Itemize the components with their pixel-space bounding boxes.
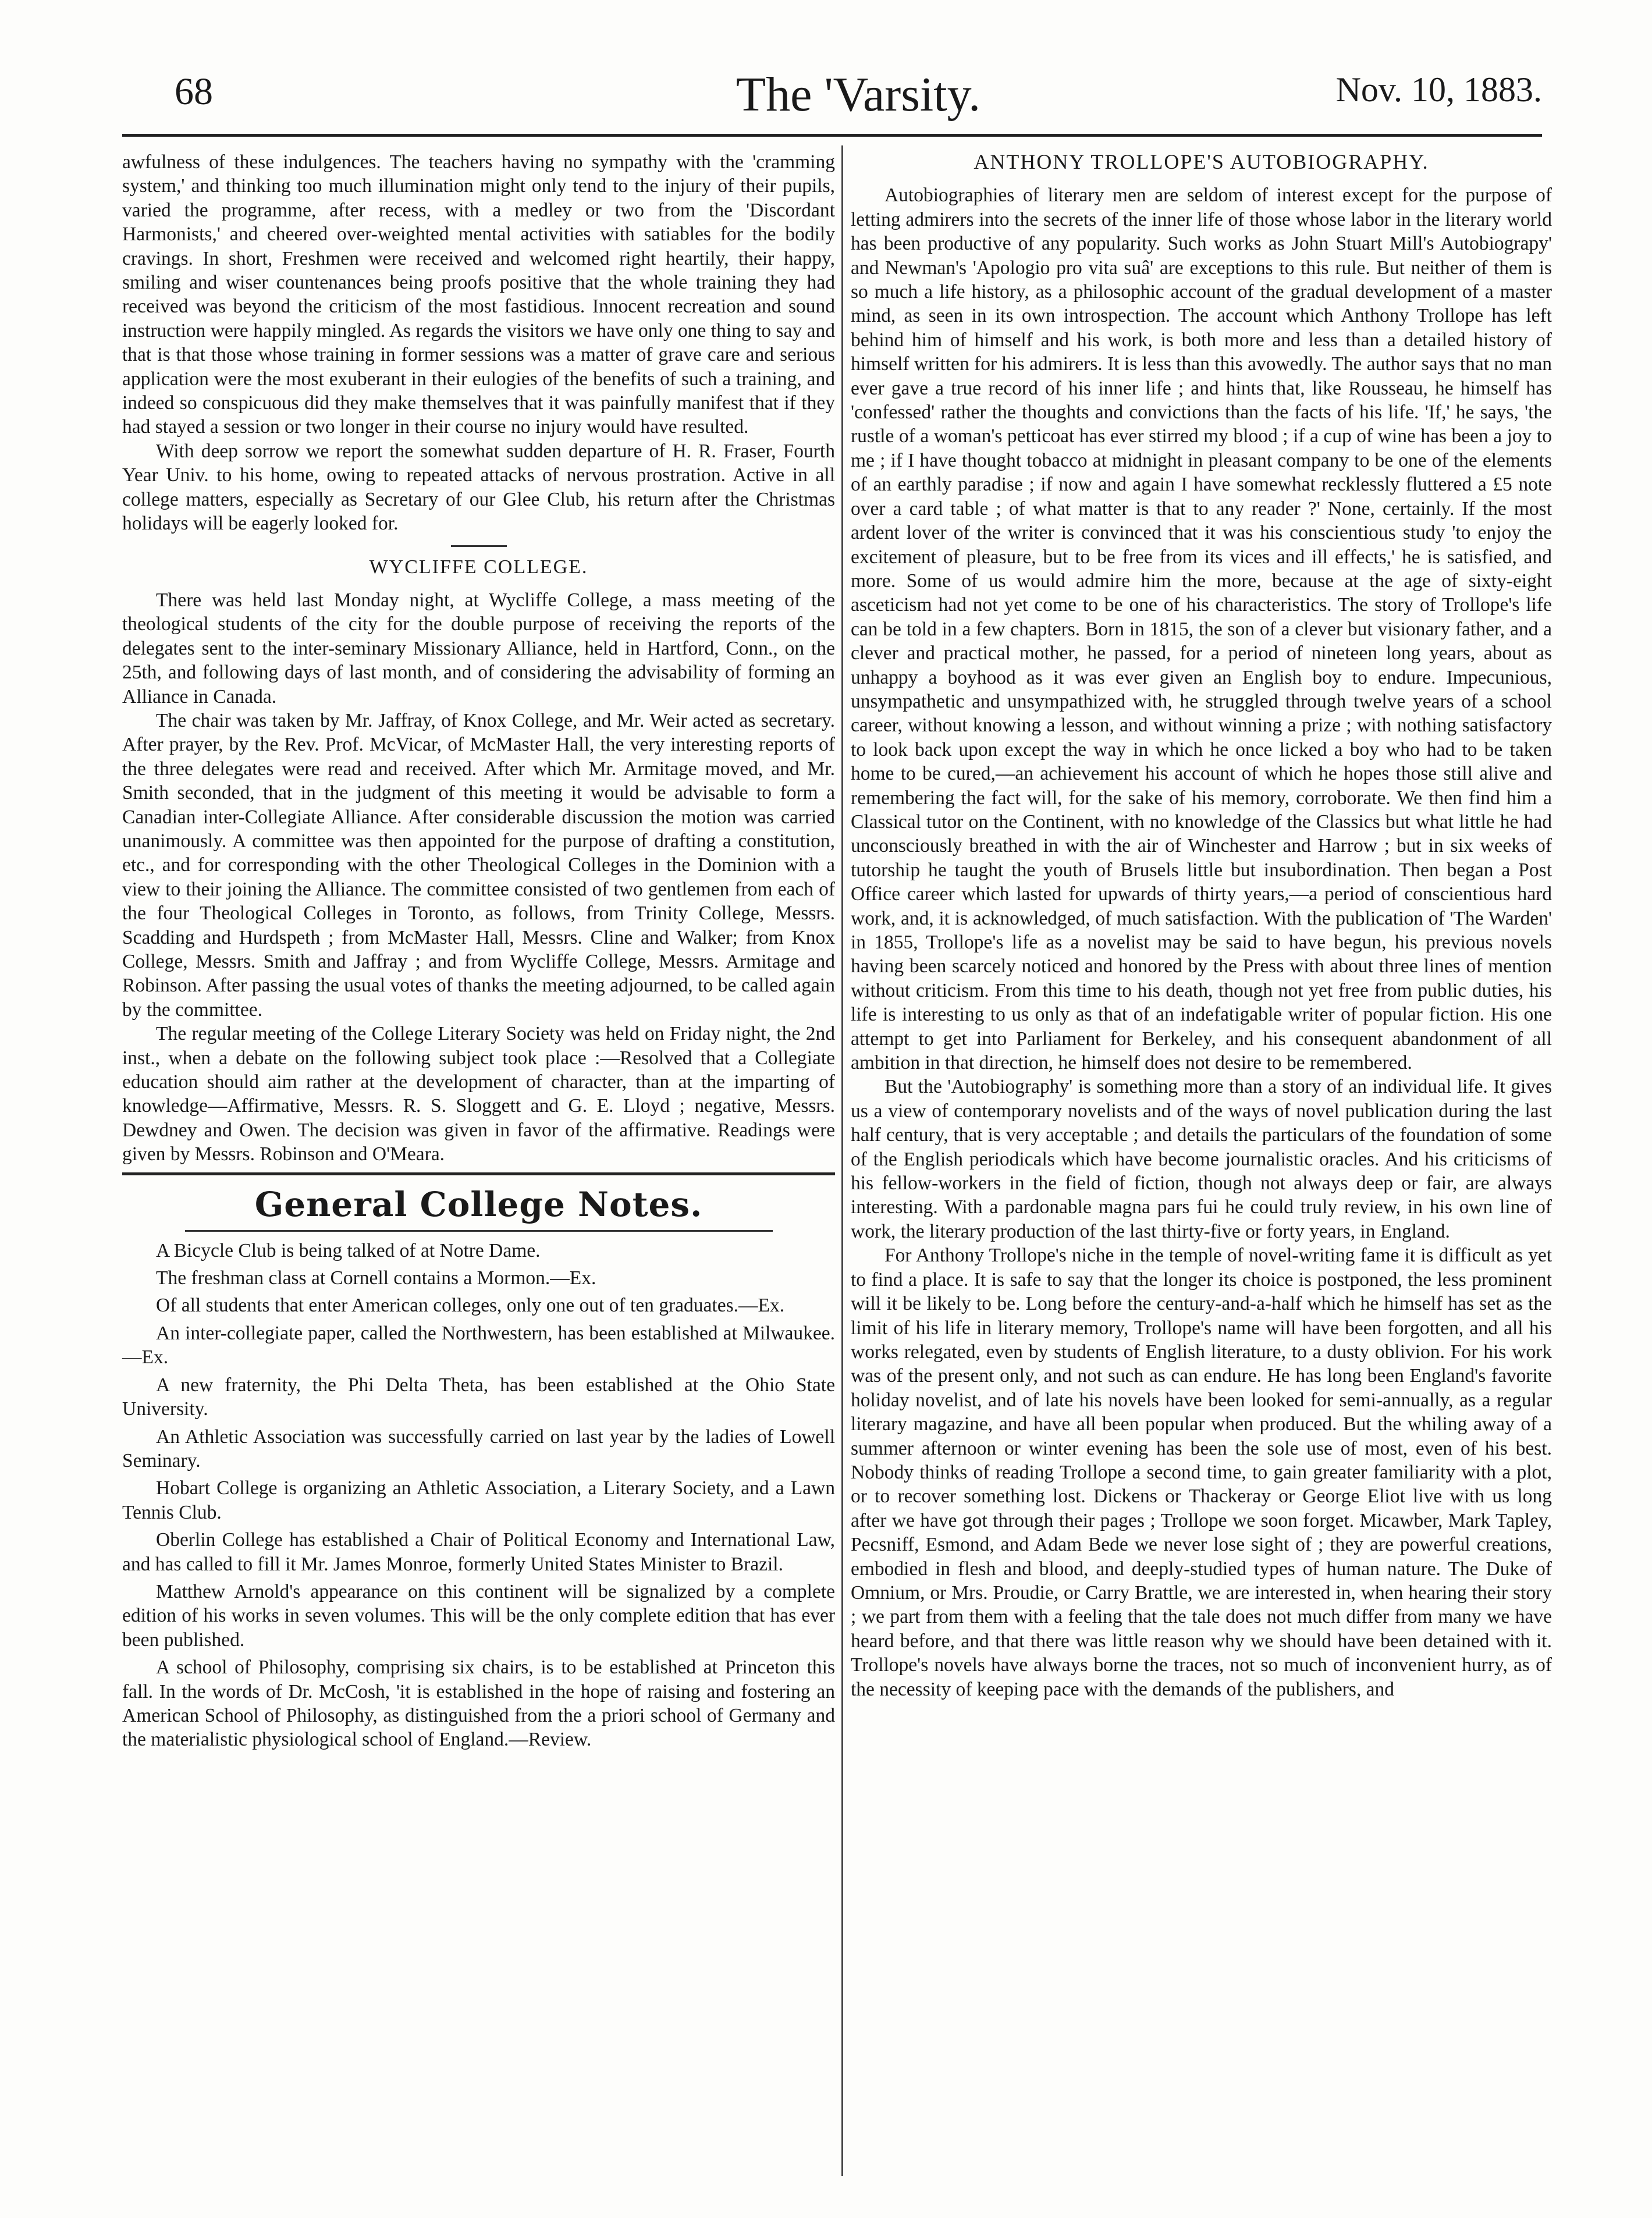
- right-column: [851, 150, 1552, 1701]
- article-paragraph: For Anthony Trollope's niche in the temple of novel-writing fame it is difficult as yet to find a place. It is safe to say that the longer its choice is postponed, the less prominent will it be likely to be. Long before the century-and-a-half which he himself has set as the limit of his life in literary memory, Trollope's name will have been forgotten, and all his works relegated, even by students of English literature, to a dusty oblivion. For his work was of the present only, and not such as can endure. He has long been England's favorite holiday novelist, and of late his novels have been looked for semi-annually, as a regular literary magazine, and have all been popular when produced. But the whiling away of a summer afternoon or winter evening has been the sole use of most, even of his best. Nobody thinks of reading Trollope a second time, to gain greater familiarity with a plot, or to recover something lost. Dickens or Thackeray or George Eliot live with us long after we have got through their pages ; Trollope we soon forget. Micawber, Mark Tapley, Pecsniff, Esmond, and Adam Bede we never lose sight of ; they are powerful creations, embodied in flesh and blood, and deeply-studied types of human nature. The Duke of Omnium, or Mrs. Proudie, or Carry Brattle, we are interested in, when hearing their story ; we part from them with a feeling that the tale does not much differ from many we have heard before, and that there was little reason why we should have been detained with it. Trollope's novels have always borne the traces, not so much of inconvenient hurry, as of the necessity of keeping pace with the demands of the publishers, and: [851, 1245, 1552, 1700]
- title-underline: [185, 1230, 773, 1232]
- college-notes-list: [122, 1239, 835, 1752]
- section-divider: [451, 545, 507, 547]
- college-note: An Athletic Association was successfully carried on last year by the ladies of Lowell Seminary.: [122, 1426, 835, 1471]
- wycliffe-college-heading: WYCLIFFE COLLEGE.: [369, 556, 588, 578]
- college-note: A school of Philosophy, comprising six chairs, is to be established at Princeton this fall. In the words of Dr. McCosh, 'it is established in the hope of raising and fostering an American School of Philosophy, as distinguished from the a priori school of Germany and the materialistic physiological school of England.—Review.: [122, 1657, 835, 1751]
- college-note: A new fraternity, the Phi Delta Theta, has been established at the Ohio State University.: [122, 1374, 835, 1420]
- masthead-title: The 'Varsity.: [736, 67, 981, 122]
- article-paragraph: awfulness of these indulgences. The teachers having no sympathy with the 'cramming system,' and thinking too much illumination might only tend to the injury of their pupils, varied the programme, after recess, with a medley or two from the 'Discordant Harmonists,' and cheered over-weighted mental activities with satiables for the bodily cravings. In short, Freshmen were received and welcomed right heartily, their happy, smiling and wiser countenances being proofs positive that the whole training they had received was beyond the criticism of the most fastidious. Innocent recreation and sound instruction were happily mingled. As regards the visitors we have only one thing to say and that is that those whose training in former sessions was a matter of grave care and serious application were the most exuberant in their eulogies of the benefits of such a training, and indeed so conspicuous did they make themselves that it was painfully manifest that if they had stayed a session or two longer in their course no injury would have resulted.: [122, 151, 835, 438]
- page-number: 68: [175, 70, 213, 113]
- article-paragraph: Autobiographies of literary men are seldom of interest except for the purpose of letting admirers into the secrets of the inner life of those whose labor in the literary world has been productive of any popularity. Such works as John Stuart Mill's Autobiograpy' and Newman's 'Apologio pro vita suâ' are exceptions to this rule. But neither of them is so much a life history, as a philosophic account of the gradual development of a master mind, as seen in its own introspection. The account which Anthony Trollope has left behind him of himself and his work, is both more and less than a detailed history of himself written for his admirers. It is less than this avowedly. The author says that no man ever gave a true record of his inner life ; and hints that, like Rousseau, he himself has 'confessed' rather the thoughts and convictions than the facts of his life. 'If,' he says, 'the rustle of a woman's petticoat has ever stirred my blood ; if a cup of wine has been a joy to me ; if I have thought tobacco at midnight in pleasant company to be one of the elements of an earthly paradise ; if now and again I have somewhat recklessly fluttered a £5 note over a card table ; of what matter is that to any reader ?' None, certainly. If the most ardent lover of the writer is convinced that it was his conscientious study 'to enjoy the excitement of pleasure, but to be free from its vices and ill effects,' he is satisfied, and more. Some of us would admire him the more, because at the age of sixty-eight asceticism had not yet come to be one of his characteristics. The story of Trollope's life can be told in a few chapters. Born in 1815, the son of a clever but visionary father, and a clever and practical mother, he passed, for a period of nineteen long years, about as unhappy a boyhood as it was ever given an English boy to endure. Impecunious, unsympathetic and unsympathized with, he struggled through twelve years of a school career, without knowing a lesson, and without winning a prize ; with nothing satisfactory to look back upon except the way in which he once licked a boy who had to be taken home to be cured,—an achievement his account of which he hopes those still alive and remembering the fact will, for the sake of his memory, corroborate. We then find him a Classical tutor on the Continent, with no knowledge of the Classics but what little he had unconsciously breathed in with the air of Winchester and Harrow ; but in six weeks of tutorship he taught the youth of Brusels little but insubordination. Then began a Post Office career which lasted for upwards of thirty years,—a period of conscientious hard work, and, it is acknowledged, of much satisfaction. With the publication of 'The Warden' in 1855, Trollope's life as a novelist may be said to have begun, his previous novels having been scarcely noticed and honored by the Press with about three lines of mention without criticism. From this time to his death, though not yet free from public duties, his life is interesting to us only as that of an indefatigable writer of popular fiction. His one attempt to get into Parliament for Berkeley, and his consequent abandonment of all ambition in that direction, he himself does not desire to be remembered.: [851, 184, 1552, 1074]
- college-note: Oberlin College has established a Chair of Political Economy and International Law, and has called to fill it Mr. James Monroe, formerly United States Minister to Brazil.: [122, 1529, 835, 1575]
- general-college-notes-title: General College Notes.: [254, 1184, 703, 1224]
- college-note: An inter-collegiate paper, called the Northwestern, has been established at Milwaukee.—Ex.: [122, 1322, 835, 1369]
- article-paragraph: But the 'Autobiography' is something more than a story of an individual life. It gives us a view of contemporary novelists and of the ways of novel publication during the last half century, that is very acceptable ; and details the particulars of the foundation of some of the English periodicals which have become journalistic oracles. And his criticisms of his fellow-workers in the field of fiction, though not always deep or fair, are always interesting. With a pardonable magna pars fui he could truly review, in his own line of work, the literary production of the last thirty-five or forty years, in England.: [851, 1076, 1552, 1242]
- left-column: [122, 150, 835, 1755]
- article-paragraph: There was held last Monday night, at Wycliffe College, a mass meeting of the theological students of the city for the double purpose of receiving the reports of the delegates sent to the inter-seminary Missionary Alliance, held in Hartford, Conn., on the 25th, and following days of last month, and of considering the advisability of forming an Alliance in Canada.: [122, 589, 835, 708]
- article-paragraph: The regular meeting of the College Literary Society was held on Friday night, the 2nd inst., when a debate on the following subject took place :—Resolved that a Collegiate education should aim rather at the development of character, than at the imparting of knowledge—Affirmative, Messrs. R. S. Sloggett and G. E. Lloyd ; negative, Messrs. Dewdney and Owen. The decision was given in favor of the affirmative. Readings were given by Messrs. Robinson and O'Meara.: [122, 1023, 835, 1165]
- page-header: [175, 67, 1542, 128]
- college-note: Of all students that enter American colleges, only one out of ten graduates.—Ex.: [156, 1295, 785, 1317]
- college-note: The freshman class at Cornell contains a Mormon.—Ex.: [156, 1267, 596, 1289]
- column-divider: [841, 145, 843, 2176]
- header-rule: [122, 134, 1542, 137]
- issue-date: Nov. 10, 1883.: [1335, 70, 1542, 109]
- college-note: Hobart College is organizing an Athletic Association, a Literary Society, and a Lawn Tennis Club.: [122, 1477, 835, 1523]
- article-paragraph: The chair was taken by Mr. Jaffray, of Knox College, and Mr. Weir acted as secretary. After prayer, by the Rev. Prof. McVicar, of McMaster Hall, the very interesting reports of the three delegates were read and received. After which Mr. Armitage moved, and Mr. Smith seconded, that in the judgment of this meeting it would be advisable to form a Canadian inter-Collegiate Alliance. After considerable discussion the motion was carried unanimously. A committee was then appointed for the purpose of drafting a constitution, etc., and for corresponding with the other Theological Colleges in the Dominion with a view to their joining the Alliance. The committee consisted of two gentlemen from each of the four Theological Colleges in Toronto, as follows, from Trinity College, Messrs. Scadding and Hurdspeth ; from McMaster Hall, Messrs. Cline and Walker; from Knox College, Messrs. Smith and Jaffray ; and from Wycliffe College, Messrs. Armitage and Robinson. After passing the usual votes of thanks the meeting adjourned, to be called again by the committee.: [122, 709, 835, 1021]
- article-paragraph: With deep sorrow we report the somewhat sudden departure of H. R. Fraser, Fourth Year Univ. to his home, owing to repeated attacks of nervous prostration. Active in all college matters, especially as Secretary of our Glee Club, his return after the Christmas holidays will be eagerly looked for.: [122, 440, 835, 535]
- college-note: Matthew Arnold's appearance on this continent will be signalized by a complete edition of his works in seven volumes. This will be the only complete edition that has ever been published.: [122, 1580, 835, 1651]
- section-rule: [122, 1172, 835, 1175]
- college-note: A Bicycle Club is being talked of at Notre Dame.: [156, 1239, 541, 1261]
- trollope-article-heading: ANTHONY TROLLOPE'S AUTOBIOGRAPHY.: [974, 150, 1429, 173]
